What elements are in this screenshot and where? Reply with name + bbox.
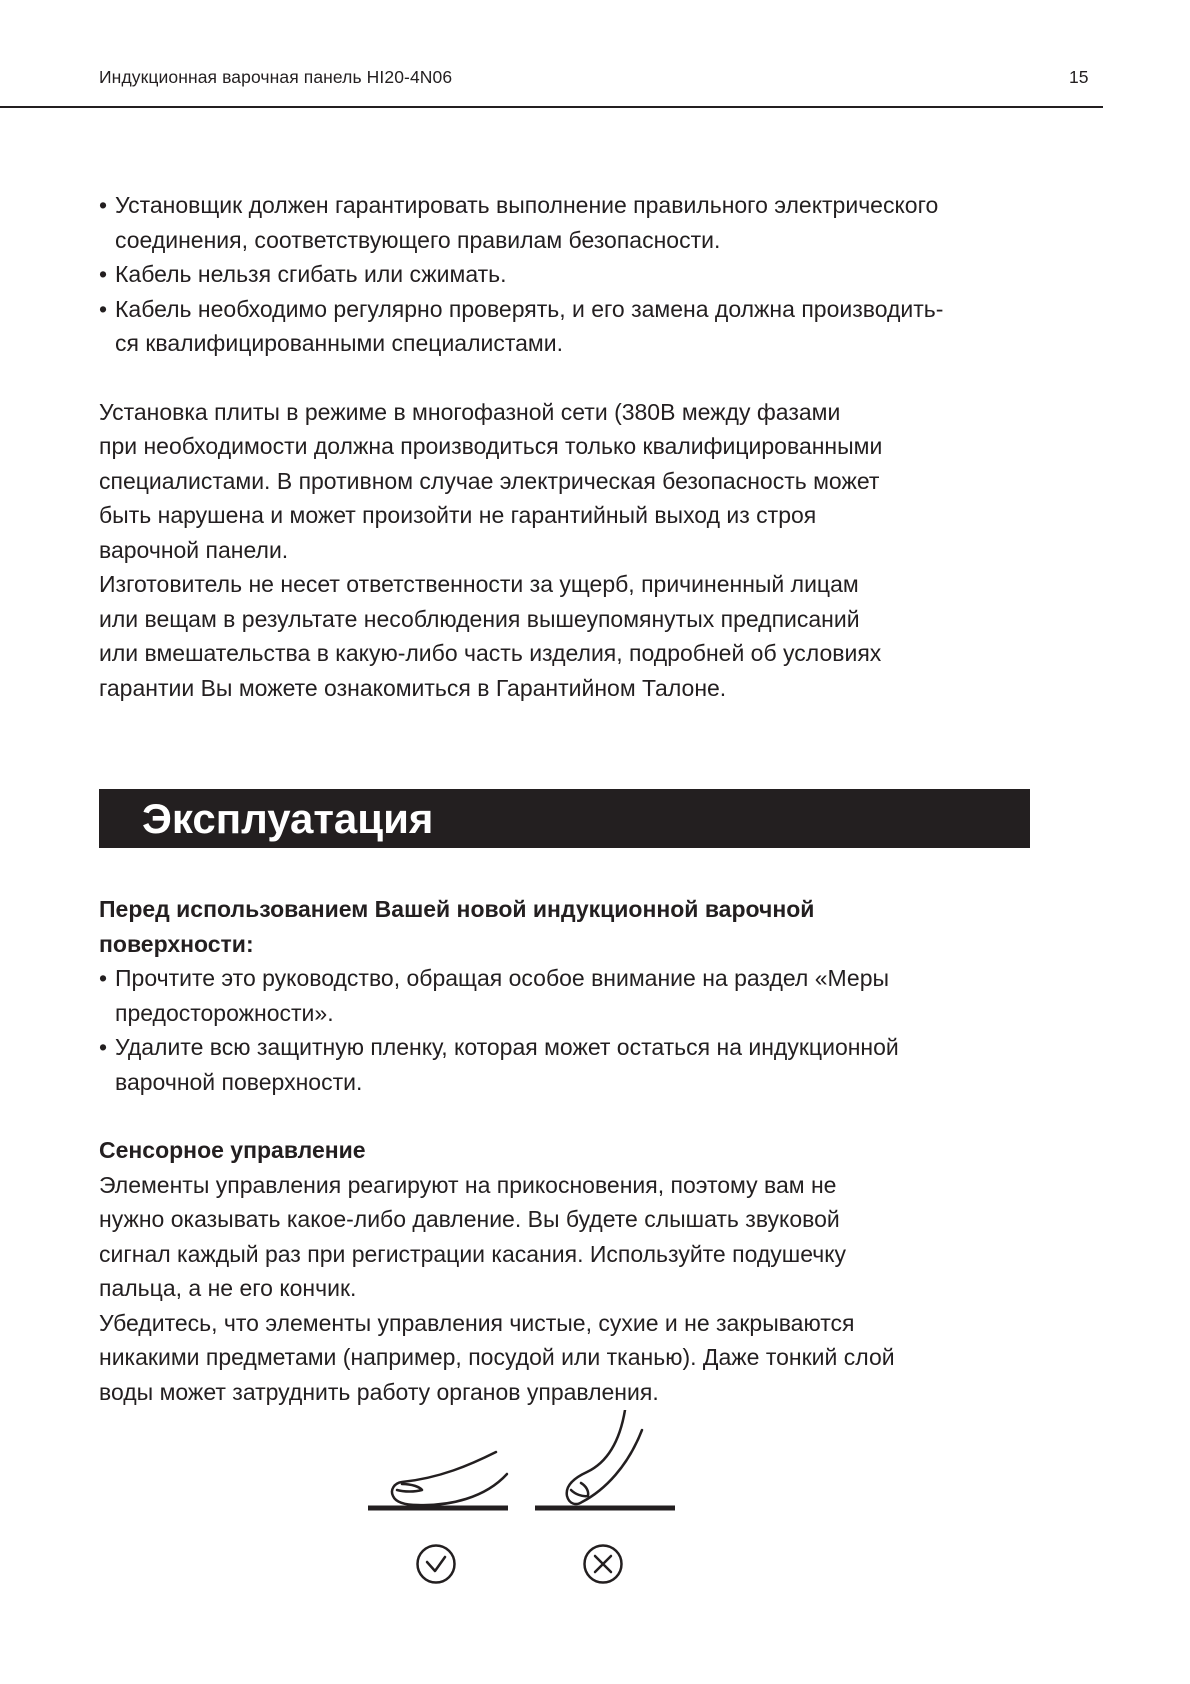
installation-notes	[99, 188, 1059, 705]
clean-controls-paragraph: Убедитесь, что элементы управления чистые, сухие и не закрываются никакими предметами (например, посудой или тканью). Даже тонкий слой воды может затруднить работу органов управления.	[99, 1309, 895, 1405]
touch-illustration-svg	[360, 1410, 690, 1590]
fingertip-figure	[567, 1410, 642, 1504]
page-header	[0, 0, 1103, 108]
before-use-bullet-list	[99, 961, 1059, 1099]
x-circle-icon	[582, 1543, 624, 1585]
touch-control-heading: Сенсорное управление	[99, 1137, 366, 1163]
intro-bullet-list	[99, 188, 1059, 361]
multiphase-paragraph: Установка плиты в режиме в многофазной сети (380В между фазами при необходимости должна производиться только квалифицированными специалистами. В противном случае электрическая безопасность может быть нарушена и может произойти не гарантийный выход из строя варочной панели.	[99, 398, 883, 563]
before-use-heading: Перед использованием Вашей новой индукционной варочной поверхности:	[99, 896, 815, 957]
liability-paragraph: Изготовитель не несет ответственности за ущерб, причиненный лицам или вещам в результате несоблюдения вышеупомянутых предписаний или вмешательства в какую-либо часть изделия, подробней об условиях гарантии Вы можете ознакомиться в Гарантийном Талоне.	[99, 571, 882, 701]
touch-illustration	[360, 1410, 690, 1590]
check-circle-icon	[415, 1543, 457, 1585]
page-number: 15	[1069, 67, 1089, 87]
list-item: • Установщик должен гарантировать выполнение правильного электрического соединения, соответствующего правилам безопасности.	[99, 188, 1059, 257]
list-item: • Кабель нельзя сгибать или сжимать.	[99, 257, 1059, 292]
finger-pad-figure	[392, 1452, 507, 1505]
list-item: • Удалите всю защитную пленку, которая может остаться на индукционной варочной поверхности.	[99, 1030, 1059, 1099]
touch-control-paragraph: Элементы управления реагируют на прикосновения, поэтому вам не нужно оказывать какое-либо давление. Вы будете слышать звуковой сигнал каждый раз при регистрации касания. Используйте подушечку пальца, а не его кончик.	[99, 1171, 847, 1301]
list-item: • Кабель необходимо регулярно проверять, и его замена должна производить- ся квалифицированными специалистами.	[99, 292, 1059, 361]
section-title: Эксплуатация	[142, 795, 434, 842]
section-banner	[99, 789, 1030, 848]
operation-content	[99, 892, 1059, 1409]
document-title: Индукционная варочная панель HI20-4N06	[99, 67, 453, 87]
list-item: • Прочтите это руководство, обращая особое внимание на раздел «Меры предосторожности».	[99, 961, 1059, 1030]
